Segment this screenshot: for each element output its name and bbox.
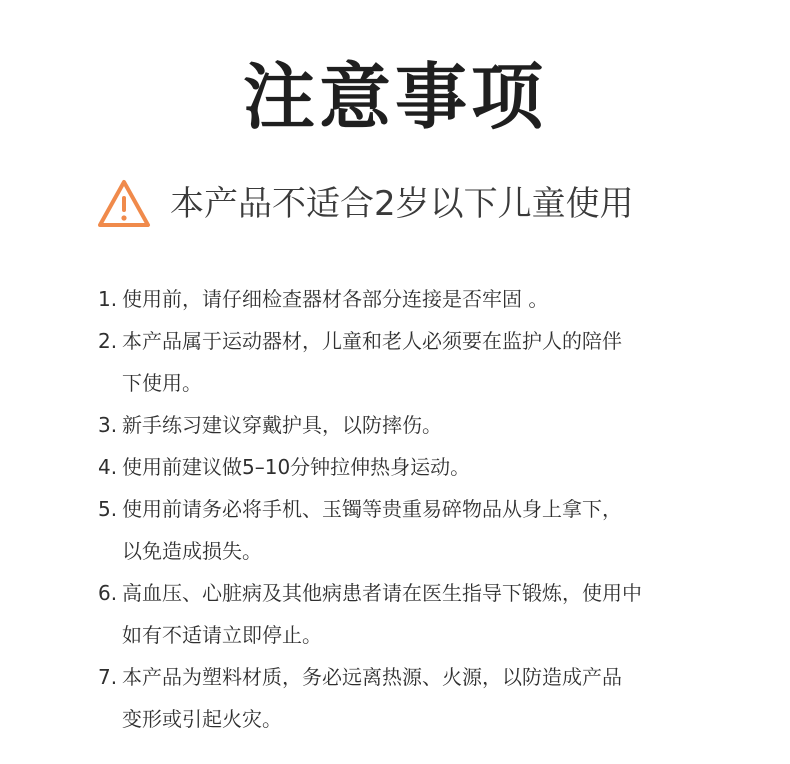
notice-number: 1. bbox=[98, 287, 118, 311]
notice-number: 5. bbox=[98, 497, 118, 521]
notice-list bbox=[98, 278, 738, 740]
notice-line-continued: 变形或引起火灾。 bbox=[122, 707, 282, 731]
notice-item-6 bbox=[98, 572, 738, 656]
notice-item-7 bbox=[98, 656, 738, 740]
notice-item-5 bbox=[98, 488, 738, 572]
notice-item-4 bbox=[98, 446, 738, 488]
notice-line: 本产品属于运动器材，儿童和老人必须要在监护人的陪伴 bbox=[122, 329, 622, 353]
notice-number: 3. bbox=[98, 413, 118, 437]
notice-item-3 bbox=[98, 404, 738, 446]
notice-item-2 bbox=[98, 320, 738, 404]
notice-line: 使用前，请仔细检查器材各部分连接是否牢固 。 bbox=[122, 287, 549, 311]
notice-number: 7. bbox=[98, 665, 118, 689]
warning-triangle-icon bbox=[96, 178, 152, 230]
notice-number: 4. bbox=[98, 455, 118, 479]
age-warning bbox=[96, 176, 634, 232]
page-title: 注意事项 bbox=[242, 55, 547, 139]
notice-number: 6. bbox=[98, 581, 118, 605]
notice-line: 新手练习建议穿戴护具，以防摔伤。 bbox=[122, 413, 442, 437]
notice-line: 使用前请务必将手机、玉镯等贵重易碎物品从身上拿下， bbox=[122, 497, 622, 521]
notice-line: 高血压、心脏病及其他病患者请在医生指导下锻炼，使用中 bbox=[122, 581, 642, 605]
notice-line-continued: 如有不适请立即停止。 bbox=[122, 623, 322, 647]
notice-line: 使用前建议做5–10分钟拉伸热身运动。 bbox=[122, 455, 471, 479]
warning-text: 本产品不适合2岁以下儿童使用 bbox=[170, 184, 634, 224]
notice-line-continued: 以免造成损失。 bbox=[122, 539, 262, 563]
notice-number: 2. bbox=[98, 329, 118, 353]
notice-item-1 bbox=[98, 278, 738, 320]
notice-line: 本产品为塑料材质，务必远离热源、火源，以防造成产品 bbox=[122, 665, 622, 689]
notice-line-continued: 下使用。 bbox=[122, 371, 202, 395]
